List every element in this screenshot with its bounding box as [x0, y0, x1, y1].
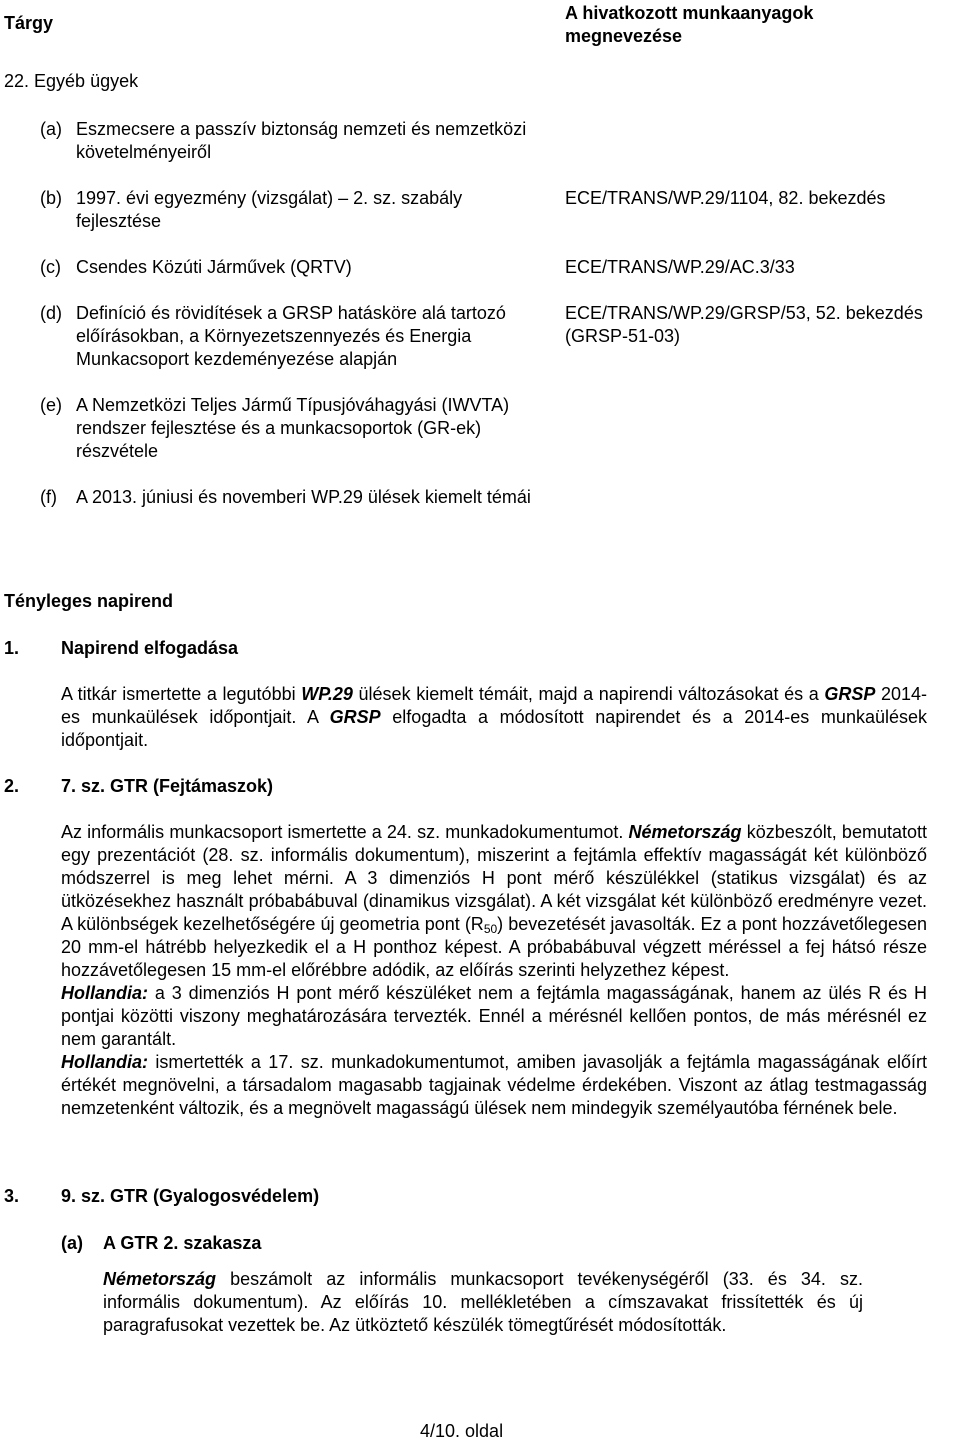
text: közbeszólt, bemutatott egy prezentációt (28. sz. informális dokumentum), miszerint a fejtámla effektív magasságát két különböző módszerrel is meg lehet mérni. A 3 dimenziós H pont mérő készülékkel (statikus vizsgálat) és az ütközésekhez használt próbabábuval (dinamikus vizsgálat). A két vizsgálat két különböző eredményre vezet. A különbségek kezelhetőségére új geometria pont (R: [61, 822, 927, 934]
item-label: (d): [40, 303, 62, 323]
text: ) bevezetését javasolták. Ez a pont hozzávetőlegesen 20 mm-el hátrébb helyezkedik el a H ponthoz képest. A próbabábuval végzett méréssel a fej hátsó része hozzávetőlegesen 15 mm-el előrébbre adódik, az előírás szerinti helyzethez képest.: [61, 914, 927, 980]
s2-paragraph-1: [61, 821, 927, 982]
netherlands-emphasis: Hollandia:: [61, 983, 149, 1003]
s2-number: 2.: [4, 776, 20, 796]
item-label: (b): [40, 188, 62, 208]
item-reference: ECE/TRANS/WP.29/1104, 82. bekezdés: [565, 188, 886, 208]
grsp-emphasis: GRSP: [824, 684, 876, 704]
item-text: Csendes Közúti Járművek (QRTV): [76, 257, 352, 277]
s3-title: 9. sz. GTR (Gyalogosvédelem): [61, 1186, 320, 1206]
s1-number: 1.: [4, 638, 20, 658]
text: ülések kiemelt témáit, majd a napirendi változásokat és a: [352, 684, 825, 704]
item-text: A Nemzetközi Teljes Jármű Típusjóváhagyási (IWVTA) rendszer fejlesztése és a munkacsoportok (GR-ek) részvétele: [76, 395, 510, 461]
item-text: A 2013. júniusi és novemberi WP.29 ülések kiemelt témái: [76, 487, 531, 507]
item-label: (c): [40, 257, 61, 277]
item-text: 1997. évi egyezmény (vizsgálat) – 2. sz. szabály fejlesztése: [76, 188, 463, 231]
header-references: A hivatkozott munkaanyagok megnevezése: [565, 3, 814, 46]
s3-sub-title: A GTR 2. szakasza: [103, 1233, 262, 1253]
text: ismertették a 17. sz. munkadokumentumot, amiben javasolják a fejtámla magasságának előírt értékét megnövelni, a társadalom magasabb tagjainak védelme érdekében. Viszont az átlag testmagasság nemzetenként változik, és a megnövelt magasságú ülések nem mindegyik személyautóba férnének bele.: [61, 1052, 927, 1118]
text: A titkár ismertette a legutóbbi: [61, 684, 302, 704]
page-number: 4/10. oldal: [420, 1421, 504, 1441]
s3-paragraph: [103, 1268, 863, 1337]
s2-paragraph-2: [61, 982, 927, 1051]
grsp-emphasis: GRSP: [329, 707, 381, 727]
item-label: (f): [40, 487, 57, 507]
item-reference: ECE/TRANS/WP.29/GRSP/53, 52. bekezdés (GRSP-51-03): [565, 303, 923, 346]
s2-paragraphs: [61, 821, 927, 1120]
header-subject: Tárgy: [4, 13, 54, 33]
item-reference: ECE/TRANS/WP.29/AC.3/33: [565, 257, 795, 277]
s3-sub-label: (a): [61, 1233, 83, 1253]
s2-paragraph-3: [61, 1051, 927, 1120]
item-label: (a): [40, 119, 62, 139]
s3-number: 3.: [4, 1186, 20, 1206]
subscript: 50: [483, 922, 498, 936]
germany-emphasis: Németország: [103, 1269, 217, 1289]
item-label: (e): [40, 395, 62, 415]
wp29-emphasis: WP.29: [301, 684, 353, 704]
item-text: Eszmecsere a passzív biztonság nemzeti és nemzetközi követelményeiről: [76, 119, 527, 162]
germany-emphasis: Németország: [628, 822, 742, 842]
s1-title: Napirend elfogadása: [61, 638, 239, 658]
text: elfogadta a módosított napirendet és a 2014-es munkaülések időpontjait.: [61, 707, 927, 750]
text: beszámolt az informális munkacsoport tevékenységéről (33. és 34. sz. informális dokumentum). Az előírás 10. mellékletében a címszavakat frissítették és új paragrafusokat vezettek be. Az ütköztető készülék tömegtűrését módosították.: [103, 1269, 863, 1335]
text: Az informális munkacsoport ismertette a 24. sz. munkadokumentumot.: [61, 822, 629, 842]
s1-paragraph: [61, 683, 927, 752]
s2-title: 7. sz. GTR (Fejtámaszok): [61, 776, 274, 796]
netherlands-emphasis: Hollandia:: [61, 1052, 149, 1072]
section-22-title: 22. Egyéb ügyek: [4, 71, 139, 91]
agenda-title: Tényleges napirend: [4, 591, 174, 611]
text: a 3 dimenziós H pont mérő készüléket nem a fejtámla magasságának, hanem az ülés R és H pontjai közötti viszony meghatározására tervezték. Ennél a mérésnél kellően pontos, de más mérésnél ez nem garantált.: [61, 983, 927, 1049]
item-text: Definíció és rövidítések a GRSP hatásköre alá tartozó előírásokban, a Környezetszennyezés és Energia Munkacsoport kezdeményezése alapján: [76, 303, 506, 369]
text: 2014-es munkaülések időpontjait. A: [61, 684, 927, 727]
